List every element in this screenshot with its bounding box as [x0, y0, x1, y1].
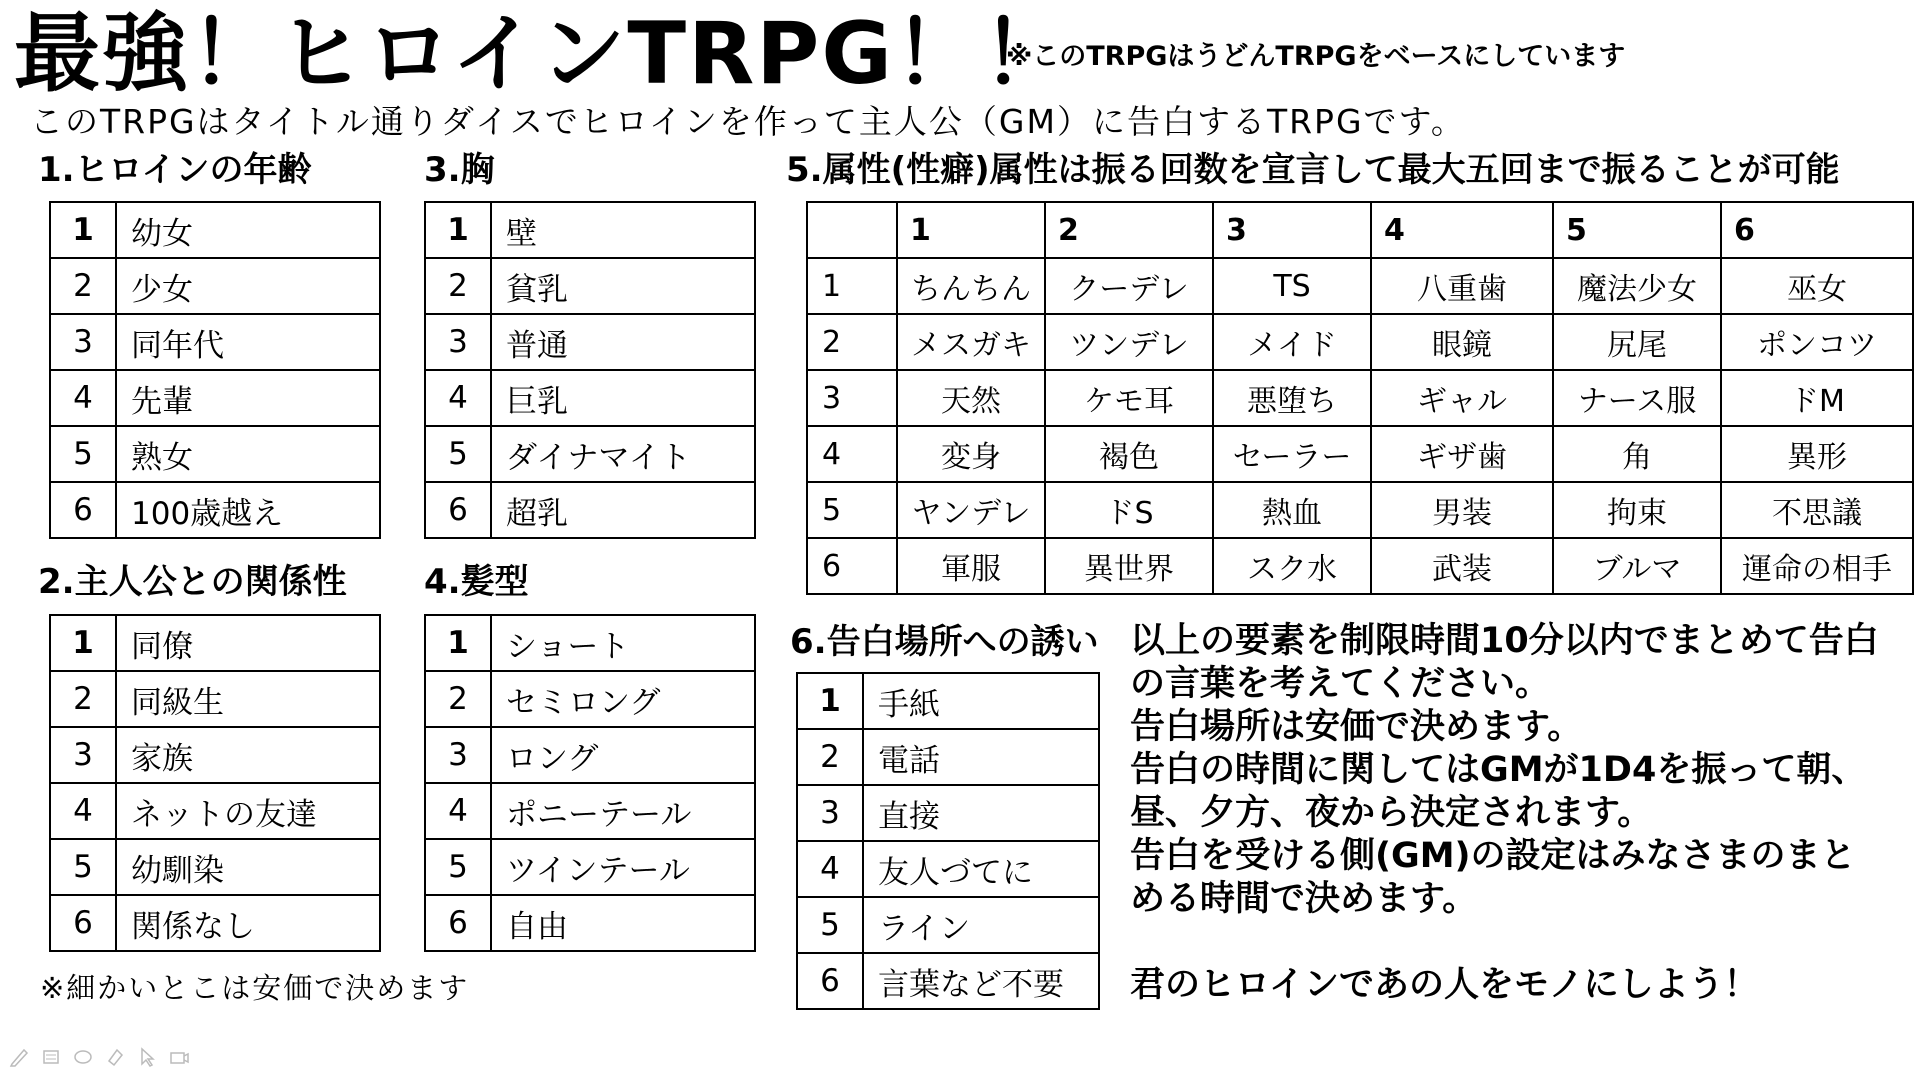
dice-number: 5: [425, 839, 491, 895]
dice-result: ポニーテール: [491, 783, 755, 839]
attribute-cell: メイド: [1213, 314, 1371, 370]
dice-number: 3: [797, 785, 863, 841]
dice-number: 4: [425, 783, 491, 839]
dice-number: 3: [50, 314, 116, 370]
table-row: [807, 258, 1913, 314]
attribute-cell: 運命の相手: [1721, 538, 1913, 594]
table-row: [50, 895, 380, 951]
column-header: 5: [1553, 202, 1721, 258]
invitation-table: [796, 672, 1100, 1010]
table-row: [807, 538, 1913, 594]
table-row: [50, 671, 380, 727]
table-row: [425, 615, 755, 671]
pen-icon[interactable]: [8, 1046, 30, 1068]
dice-result: 壁: [491, 202, 755, 258]
attribute-cell: ドM: [1721, 370, 1913, 426]
dice-number: 1: [807, 258, 897, 314]
table-row: [425, 839, 755, 895]
dice-number: 6: [425, 482, 491, 538]
dice-result: ダイナマイト: [491, 426, 755, 482]
attribute-cell: 異形: [1721, 426, 1913, 482]
dice-result: 幼女: [116, 202, 380, 258]
dice-result: 少女: [116, 258, 380, 314]
camera-icon[interactable]: [168, 1046, 190, 1068]
dice-result: 同年代: [116, 314, 380, 370]
attribute-cell: 男装: [1371, 482, 1553, 538]
table-row: [807, 314, 1913, 370]
column-header: 4: [1371, 202, 1553, 258]
table-row: [797, 673, 1099, 729]
dice-number: 5: [807, 482, 897, 538]
dice-result: 貧乳: [491, 258, 755, 314]
dice-number: 3: [50, 727, 116, 783]
attribute-cell: スク水: [1213, 538, 1371, 594]
dice-number: 1: [425, 615, 491, 671]
hair-table: [424, 614, 756, 952]
table-header-row: [807, 202, 1913, 258]
column-header: 2: [1045, 202, 1213, 258]
dice-number: 3: [807, 370, 897, 426]
dice-number: 5: [797, 897, 863, 953]
dice-result: 関係なし: [116, 895, 380, 951]
table-row: [425, 258, 755, 314]
table-row: [797, 841, 1099, 897]
table-row: [797, 729, 1099, 785]
dice-result: 先輩: [116, 370, 380, 426]
table-row: [50, 314, 380, 370]
table-row: [425, 426, 755, 482]
dice-number: 5: [425, 426, 491, 482]
attributes-table: [806, 201, 1914, 595]
dice-result: ショート: [491, 615, 755, 671]
annotation-toolbar: [8, 1046, 190, 1068]
dice-number: 2: [50, 258, 116, 314]
table-row: [425, 895, 755, 951]
section-title-hair: 4.髪型: [424, 562, 529, 602]
dice-result: 自由: [491, 895, 755, 951]
attribute-cell: 魔法少女: [1553, 258, 1721, 314]
column-header: 6: [1721, 202, 1913, 258]
attribute-cell: クーデレ: [1045, 258, 1213, 314]
attribute-cell: 角: [1553, 426, 1721, 482]
dice-number: 2: [50, 671, 116, 727]
attribute-cell: ブルマ: [1553, 538, 1721, 594]
attribute-cell: 不思議: [1721, 482, 1913, 538]
dice-result: ライン: [863, 897, 1099, 953]
table-row: [425, 783, 755, 839]
rules-text: [1130, 620, 1890, 1007]
age-table: [49, 201, 381, 539]
dice-number: 4: [807, 426, 897, 482]
dice-number: 4: [797, 841, 863, 897]
dice-result: セミロング: [491, 671, 755, 727]
attribute-cell: メスガキ: [897, 314, 1045, 370]
column-header: 1: [897, 202, 1045, 258]
attribute-cell: 拘束: [1553, 482, 1721, 538]
dice-number: 1: [797, 673, 863, 729]
dice-result: 熟女: [116, 426, 380, 482]
table-row: [807, 370, 1913, 426]
attribute-cell: 熱血: [1213, 482, 1371, 538]
attribute-cell: 異世界: [1045, 538, 1213, 594]
attribute-cell: ツンデレ: [1045, 314, 1213, 370]
attribute-cell: 眼鏡: [1371, 314, 1553, 370]
dice-result: 言葉など不要: [863, 953, 1099, 1009]
attribute-cell: 尻尾: [1553, 314, 1721, 370]
attribute-cell: 変身: [897, 426, 1045, 482]
dice-result: 超乳: [491, 482, 755, 538]
attribute-cell: ナース服: [1553, 370, 1721, 426]
table-row: [50, 727, 380, 783]
shape-icon[interactable]: [104, 1046, 126, 1068]
table-row: [50, 202, 380, 258]
attribute-cell: 悪堕ち: [1213, 370, 1371, 426]
attribute-cell: 巫女: [1721, 258, 1913, 314]
table-row: [50, 482, 380, 538]
attribute-cell: ギザ歯: [1371, 426, 1553, 482]
attribute-cell: 褐色: [1045, 426, 1213, 482]
table-row: [425, 202, 755, 258]
attribute-cell: ちんちん: [897, 258, 1045, 314]
dice-result: 友人づてに: [863, 841, 1099, 897]
chest-table: [424, 201, 756, 539]
table-row: [807, 426, 1913, 482]
dice-number: 2: [797, 729, 863, 785]
dice-number: 6: [50, 482, 116, 538]
attribute-cell: セーラー: [1213, 426, 1371, 482]
dice-number: 4: [50, 370, 116, 426]
dice-number: 3: [425, 314, 491, 370]
section-title-relation: 2.主人公との関係性: [38, 562, 347, 602]
attribute-cell: TS: [1213, 258, 1371, 314]
attribute-cell: ケモ耳: [1045, 370, 1213, 426]
attribute-cell: ギャル: [1371, 370, 1553, 426]
dice-result: 家族: [116, 727, 380, 783]
dice-number: 6: [807, 538, 897, 594]
page-title: 最強！ヒロインTRPG！！: [14, 4, 1070, 104]
dice-result: 幼馴染: [116, 839, 380, 895]
dice-result: ネットの友達: [116, 783, 380, 839]
table-row: [50, 426, 380, 482]
dice-result: 電話: [863, 729, 1099, 785]
attribute-cell: 軍服: [897, 538, 1045, 594]
attribute-cell: 天然: [897, 370, 1045, 426]
table-row: [425, 314, 755, 370]
dice-result: 巨乳: [491, 370, 755, 426]
dice-result: 直接: [863, 785, 1099, 841]
dice-result: ツインテール: [491, 839, 755, 895]
closing-line: 君のヒロインであの人をモノにしよう！: [1130, 965, 1759, 1005]
attribute-cell: 八重歯: [1371, 258, 1553, 314]
table-row: [797, 897, 1099, 953]
attribute-cell: ドS: [1045, 482, 1213, 538]
table-row: [50, 258, 380, 314]
dice-number: 6: [425, 895, 491, 951]
rule-line-3: 告白の時間に関してはGMが1D4を振って朝、昼、夕方、夜から決定されます。: [1130, 750, 1867, 833]
attribute-cell: ポンコツ: [1721, 314, 1913, 370]
dice-number: 2: [425, 258, 491, 314]
dice-number: 4: [425, 370, 491, 426]
footnote: ※細かいとこは安価で決めます: [40, 971, 470, 1005]
column-header: 3: [1213, 202, 1371, 258]
dice-number: 5: [50, 426, 116, 482]
rule-line-4: 告白を受ける側(GM)の設定はみなさまのまとめる時間で決めます。: [1130, 836, 1856, 919]
pointer-icon[interactable]: [136, 1046, 158, 1068]
table-row: [425, 370, 755, 426]
dice-number: 6: [797, 953, 863, 1009]
dice-number: 1: [50, 202, 116, 258]
dice-number: 2: [425, 671, 491, 727]
rule-line-1: 以上の要素を制限時間10分以内でまとめて告白の言葉を考えてください。: [1130, 621, 1879, 704]
dice-number: 4: [50, 783, 116, 839]
section-title-chest: 3.胸: [424, 150, 495, 190]
dice-number: 6: [50, 895, 116, 951]
dice-result: 手紙: [863, 673, 1099, 729]
dice-number: 2: [807, 314, 897, 370]
table-row: [50, 370, 380, 426]
table-row: [797, 953, 1099, 1009]
dice-result: 100歳越え: [116, 482, 380, 538]
table-row: [50, 615, 380, 671]
dice-result: ロング: [491, 727, 755, 783]
table-row: [425, 671, 755, 727]
attribute-cell: ヤンデレ: [897, 482, 1045, 538]
table-row: [797, 785, 1099, 841]
table-row: [425, 482, 755, 538]
dice-number: 1: [425, 202, 491, 258]
rule-line-2: 告白場所は安価で決めます。: [1130, 707, 1583, 747]
table-row: [425, 727, 755, 783]
highlighter-icon[interactable]: [40, 1046, 62, 1068]
section-title-attributes: 5.属性(性癖)属性は振る回数を宣言して最大五回まで振ることが可能: [786, 150, 1840, 190]
attribute-cell: 武装: [1371, 538, 1553, 594]
column-header: [807, 202, 897, 258]
section-title-age: 1.ヒロインの年齢: [38, 150, 312, 190]
section-title-invitation: 6.告白場所への誘い: [790, 622, 1099, 662]
table-row: [50, 839, 380, 895]
table-row: [50, 783, 380, 839]
dice-result: 同級生: [116, 671, 380, 727]
table-row: [807, 482, 1913, 538]
relation-table: [49, 614, 381, 952]
dice-result: 同僚: [116, 615, 380, 671]
dice-number: 3: [425, 727, 491, 783]
dice-number: 5: [50, 839, 116, 895]
dice-result: 普通: [491, 314, 755, 370]
eraser-icon[interactable]: [72, 1046, 94, 1068]
dice-number: 1: [50, 615, 116, 671]
base-note: ※このTRPGはうどんTRPGをベースにしています: [1006, 41, 1626, 72]
page-subtitle: このTRPGはタイトル通りダイスでヒロインを作って主人公（GM）に告白するTRPGです。: [30, 102, 1466, 141]
